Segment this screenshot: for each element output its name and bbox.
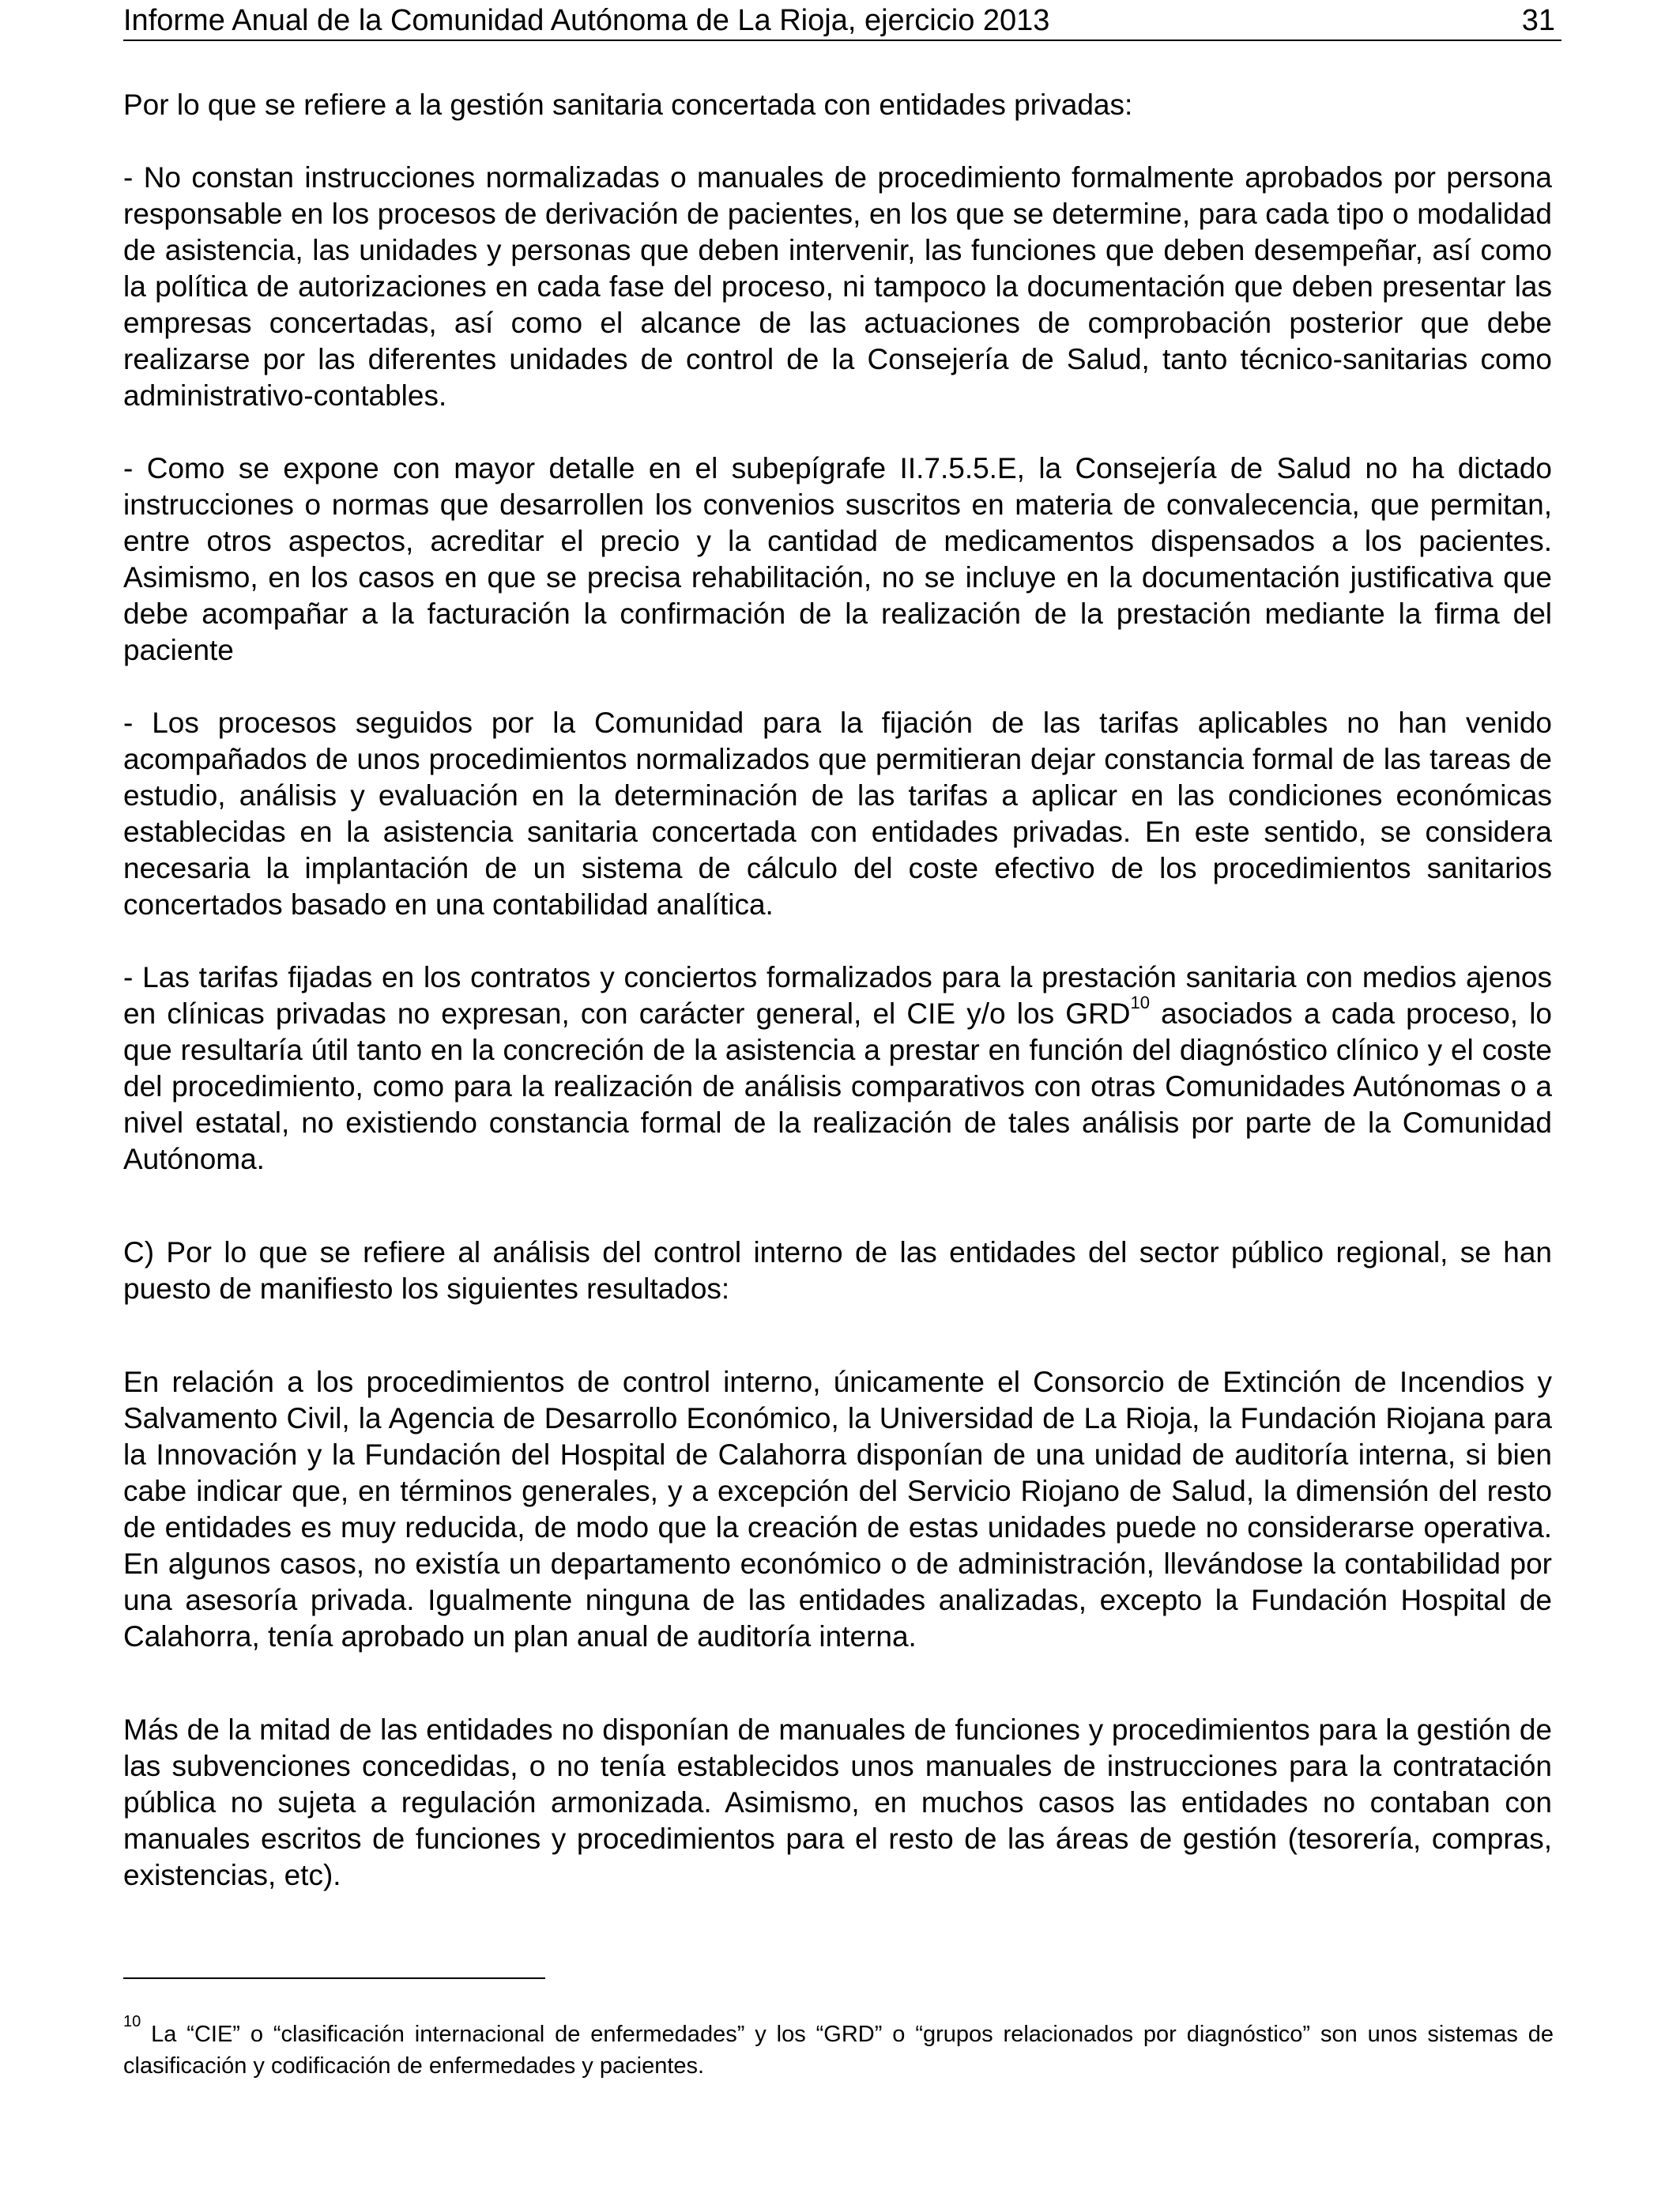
section-c-paragraph: C) Por lo que se refiere al análisis del control interno de las entidades del sector público regional, se han puesto de manifiesto los siguientes resultados:: [123, 1236, 1552, 1305]
bullet-paragraph-1: - No constan instrucciones normalizadas o manuales de procedimiento formalmente aprobados por persona responsable en los procesos de derivación de pacientes, en los que se determine, para cada tipo o modalidad de asistencia, las unidades y personas que deben intervenir, las funciones que deben desempeñar, así como la política de autorizaciones en cada fase del proceso, ni tampoco la documentación que deben presentar las empresas concertadas, así como el alcance de las actuaciones de comprobación posterior que debe realizarse por las diferentes unidades de control de la Consejería de Salud, tanto técnico-sanitarias como administrativo-contables.: [123, 161, 1552, 412]
page-number: 31: [1521, 4, 1555, 37]
footnote-reference: 10: [1130, 992, 1150, 1012]
footnote-text: La “CIE” o “clasificación internacional de enfermedades” y los “GRD” o “grupos relacionados por diagnóstico” son unos sistemas de clasificación y codificación de enfermedades y pacientes.: [123, 2022, 1554, 2079]
footnote-separator: [123, 1977, 545, 1979]
footnote: [123, 2013, 1554, 2082]
control-interno-paragraph: En relación a los procedimientos de control interno, únicamente el Consorcio de Extinción de Incendios y Salvamento Civil, la Agencia de Desarrollo Económico, la Universidad de La Rioja, la Fundación Riojana para la Innovación y la Fundación del Hospital de Calahorra disponían de una unidad de auditoría interna, si bien cabe indicar que, en términos generales, y a excepción del Servicio Riojano de Salud, la dimensión del resto de entidades es muy reducida, de modo que la creación de estas unidades puede no considerarse operativa. En algunos casos, no existía un departamento económico o de administración, llevándose la contabilidad por una asesoría privada. Igualmente ninguna de las entidades analizadas, excepto la Fundación Hospital de Calahorra, tenía aprobado un plan anual de auditoría interna.: [123, 1366, 1552, 1653]
manuales-paragraph: Más de la mitad de las entidades no disponían de manuales de funciones y procedimientos para la gestión de las subvenciones concedidas, o no tenía establecidos unos manuales de instrucciones para la contratación pública no sujeta a regulación armonizada. Asimismo, en muchos casos las entidades no contaban con manuales escritos de funciones y procedimientos para el resto de las áreas de gestión (tesorería, compras, existencias, etc).: [123, 1713, 1552, 1891]
bullet-4-text-a: - Las tarifas fijadas en los contratos y conciertos formalizados para la prestación sanitaria con medios ajenos en clínicas privadas no expresan, con carácter general, el CIE y/o los GRD: [123, 961, 1552, 1030]
intro-paragraph: Por lo que se refiere a la gestión sanitaria concertada con entidades privadas:: [123, 89, 1133, 121]
bullet-paragraph-3: - Los procesos seguidos por la Comunidad para la fijación de las tarifas aplicables no han venido acompañados de unos procedimientos normalizados que permitieran dejar constancia formal de las tareas de estudio, análisis y evaluación en la determinación de las tarifas a aplicar en las condiciones económicas establecidas en la asistencia sanitaria concertada con entidades privadas. En este sentido, se considera necesaria la implantación de un sistema de cálculo del coste efectivo de los procedimientos sanitarios concertados basado en una contabilidad analítica.: [123, 707, 1552, 921]
bullet-4-text-b: asociados a cada proceso, lo que resultaría útil tanto en la concreción de la asistencia a prestar en función del diagnóstico clínico y el coste del procedimiento, como para la realización de análisis comparativos con otras Comunidades Autónomas o a nivel estatal, no existiendo constancia formal de la realización de tales análisis por parte de la Comunidad Autónoma.: [123, 997, 1552, 1175]
bullet-paragraph-4: [123, 959, 1552, 1178]
footnote-number: 10: [123, 2013, 141, 2031]
report-title: Informe Anual de la Comunidad Autónoma de La Rioja, ejercicio 2013: [123, 4, 1050, 37]
bullet-paragraph-2: - Como se expone con mayor detalle en el subepígrafe II.7.5.5.E, la Consejería de Salud no ha dictado instrucciones o normas que desarrollen los convenios suscritos en materia de convalecencia, que permitan, entre otros aspectos, acreditar el precio y la cantidad de medicamentos dispensados a los pacientes. Asimismo, en los casos en que se precisa rehabilitación, no se incluye en la documentación justificativa que debe acompañar a la facturación la confirmación de la realización de la prestación mediante la firma del paciente: [123, 452, 1552, 666]
body-text: [123, 87, 1552, 1894]
page-header: [123, 2, 1561, 41]
